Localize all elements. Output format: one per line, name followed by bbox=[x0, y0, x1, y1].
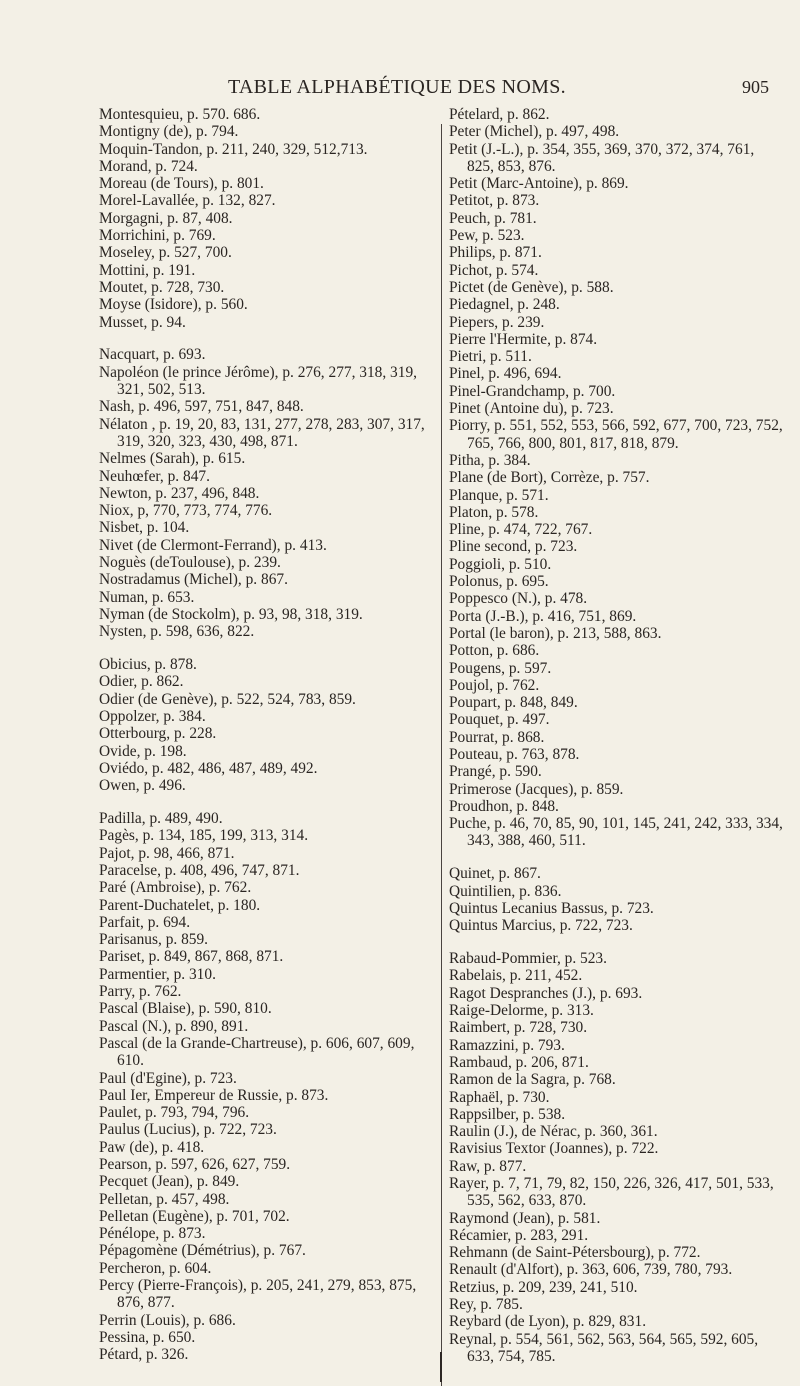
index-entry: Padilla, p. 489, 490. bbox=[99, 810, 223, 828]
index-entry: Ravisius Textor (Joannes), p. 722. bbox=[449, 1140, 659, 1158]
letter-section-gap bbox=[99, 641, 439, 657]
index-entry: Moseley, p. 527, 700. bbox=[99, 244, 232, 262]
index-entry: Raulin (J.), de Nérac, p. 360, 361. bbox=[449, 1123, 658, 1141]
index-entry: Nostradamus (Michel), p. 867. bbox=[99, 571, 288, 589]
index-entry: Perrin (Louis), p. 686. bbox=[99, 1311, 236, 1329]
index-entry: Pénélope, p. 873. bbox=[99, 1225, 206, 1243]
index-entry: Pascal (N.), p. 890, 891. bbox=[99, 1017, 249, 1035]
index-entry: Poppesco (N.), p. 478. bbox=[449, 590, 588, 608]
index-entry: Rabaud-Pommier, p. 523. bbox=[449, 950, 607, 968]
index-entry: Napoléon (le prince Jérôme), p. 276, 277, 318, 319, 321, 502, 513. bbox=[99, 363, 417, 399]
index-entry: Moquin-Tandon, p. 211, 240, 329, 512,713. bbox=[99, 140, 368, 158]
index-entry: Reybard (de Lyon), p. 829, 831. bbox=[449, 1313, 647, 1331]
index-entry: Primerose (Jacques), p. 859. bbox=[449, 780, 624, 798]
index-entry: Pecquet (Jean), p. 849. bbox=[99, 1173, 240, 1191]
index-entry: Raimbert, p. 728, 730. bbox=[449, 1019, 588, 1037]
column-divider bbox=[441, 124, 442, 1386]
index-entry: Paré (Ambroise), p. 762. bbox=[99, 879, 252, 897]
index-entry: Rey, p. 785. bbox=[449, 1296, 523, 1314]
index-entry: Proudhon, p. 848. bbox=[449, 797, 559, 815]
index-entry: Quintilien, p. 836. bbox=[449, 882, 562, 900]
index-entry: Morel-Lavallée, p. 132, 827. bbox=[99, 192, 276, 210]
index-entry: Numan, p. 653. bbox=[99, 588, 195, 606]
index-entry: Raymond (Jean), p. 581. bbox=[449, 1209, 601, 1227]
index-entry: Pariset, p. 849, 867, 868, 871. bbox=[99, 948, 284, 966]
index-entry: Pascal (Blaise), p. 590, 810. bbox=[99, 1000, 272, 1018]
index-entry: Quintus Lecanius Bassus, p. 723. bbox=[449, 899, 654, 917]
index-entry: Nyman (de Stockolm), p. 93, 98, 318, 319. bbox=[99, 605, 363, 623]
index-entry: Percheron, p. 604. bbox=[99, 1259, 212, 1277]
page-title: TABLE ALPHABÉTIQUE DES NOMS. bbox=[228, 76, 566, 98]
index-entry: Pictet (de Genève), p. 588. bbox=[449, 278, 614, 296]
index-entry: Plane (de Bort), Corrèze, p. 757. bbox=[449, 469, 650, 487]
index-entry: Pétard, p. 326. bbox=[99, 1346, 189, 1364]
index-entry: Pessina, p. 650. bbox=[99, 1328, 196, 1346]
index-entry: Paw (de), p. 418. bbox=[99, 1138, 205, 1156]
index-entry: Parmentier, p. 310. bbox=[99, 965, 216, 983]
index-entry: Raige-Delorme, p. 313. bbox=[449, 1002, 594, 1020]
letter-section-gap bbox=[449, 850, 785, 866]
index-entry: Polonus, p. 695. bbox=[449, 573, 549, 591]
index-entry: Paulus (Lucius), p. 722, 723. bbox=[99, 1121, 277, 1139]
index-entry: Pougens, p. 597. bbox=[449, 659, 552, 677]
index-entry: Rappsilber, p. 538. bbox=[449, 1105, 566, 1123]
index-entry: Planque, p. 571. bbox=[449, 486, 549, 504]
index-column-left bbox=[99, 106, 439, 1364]
index-entry: Owen, p. 496. bbox=[99, 777, 186, 795]
index-entry: Pagès, p. 134, 185, 199, 313, 314. bbox=[99, 827, 309, 845]
index-entry: Platon, p. 578. bbox=[449, 503, 539, 521]
index-entry: Poupart, p. 848, 849. bbox=[449, 694, 578, 712]
index-entry: Obicius, p. 878. bbox=[99, 656, 197, 674]
index-entry: Mottini, p. 191. bbox=[99, 261, 196, 279]
index-entry: Paul Ier, Empereur de Russie, p. 873. bbox=[99, 1086, 329, 1104]
index-entry: Pinet (Antoine du), p. 723. bbox=[449, 400, 614, 418]
index-entry: Peter (Michel), p. 497, 498. bbox=[449, 123, 620, 141]
index-entry: Newton, p. 237, 496, 848. bbox=[99, 484, 260, 502]
index-entry: Pascal (de la Grande-Chartreuse), p. 606, 607, 609, 610. bbox=[99, 1034, 415, 1070]
index-entry: Musset, p. 94. bbox=[99, 313, 186, 331]
index-entry: Nash, p. 496, 597, 751, 847, 848. bbox=[99, 398, 304, 416]
index-entry: Petitot, p. 873. bbox=[449, 192, 540, 210]
index-entry: Raw, p. 877. bbox=[449, 1157, 527, 1175]
letter-section-gap bbox=[449, 935, 785, 951]
index-entry: Pline, p. 474, 722, 767. bbox=[449, 521, 593, 539]
index-entry: Ovide, p. 198. bbox=[99, 742, 187, 760]
index-entry: Rabelais, p. 211, 452. bbox=[449, 967, 583, 985]
index-entry: Poggioli, p. 510. bbox=[449, 555, 552, 573]
index-entry: Prangé, p. 590. bbox=[449, 763, 542, 781]
index-entry: Petit (Marc-Antoine), p. 869. bbox=[449, 175, 629, 193]
index-entry: Nisbet, p. 104. bbox=[99, 519, 190, 537]
page-number: 905 bbox=[742, 77, 769, 97]
index-entry: Nélaton , p. 19, 20, 83, 131, 277, 278, 283, 307, 317, 319, 320, 323, 430, 498, 871. bbox=[99, 415, 425, 450]
index-entry: Oppolzer, p. 384. bbox=[99, 707, 206, 725]
index-entry: Poujol, p. 762. bbox=[449, 676, 540, 694]
index-entry: Pichot, p. 574. bbox=[449, 261, 539, 279]
index-entry: Neuhœfer, p. 847. bbox=[99, 467, 210, 485]
index-entry: Piepers, p. 239. bbox=[449, 313, 545, 331]
index-entry: Pourrat, p. 868. bbox=[449, 728, 545, 746]
index-entry: Morand, p. 724. bbox=[99, 157, 198, 175]
index-entry: Montesquieu, p. 570. 686. bbox=[99, 106, 261, 123]
index-entry: Portal (le baron), p. 213, 588, 863. bbox=[449, 624, 662, 642]
index-entry: Pépagomène (Démétrius), p. 767. bbox=[99, 1242, 306, 1260]
index-entry: Odier (de Genève), p. 522, 524, 783, 859. bbox=[99, 690, 356, 708]
index-entry: Pietri, p. 511. bbox=[449, 348, 532, 366]
index-entry: Rehmann (de Saint-Pétersbourg), p. 772. bbox=[449, 1244, 701, 1262]
index-column-right bbox=[449, 106, 785, 1365]
index-entry: Quinet, p. 867. bbox=[449, 865, 541, 883]
letter-section-gap bbox=[99, 794, 439, 810]
index-entry: Pitha, p. 384. bbox=[449, 451, 531, 469]
index-entry: Moreau (de Tours), p. 801. bbox=[99, 175, 264, 193]
index-entry: Nivet (de Clermont-Ferrand), p. 413. bbox=[99, 536, 327, 554]
column-divider-tail bbox=[440, 1352, 442, 1382]
index-entry: Moyse (Isidore), p. 560. bbox=[99, 296, 248, 314]
index-entry: Ramon de la Sagra, p. 768. bbox=[449, 1071, 616, 1089]
index-entry: Pline second, p. 723. bbox=[449, 538, 578, 556]
index-entry: Paracelse, p. 408, 496, 747, 871. bbox=[99, 861, 300, 879]
index-entry: Pearson, p. 597, 626, 627, 759. bbox=[99, 1156, 291, 1173]
index-entry: Morrichini, p. 769. bbox=[99, 227, 216, 245]
index-entry: Nacquart, p. 693. bbox=[99, 346, 206, 364]
index-entry: Peuch, p. 781. bbox=[449, 209, 537, 227]
index-entry: Noguès (deToulouse), p. 239. bbox=[99, 554, 281, 572]
index-entry: Oviédo, p. 482, 486, 487, 489, 492. bbox=[99, 759, 318, 777]
index-entry: Paulet, p. 793, 794, 796. bbox=[99, 1104, 250, 1122]
index-entry: Percy (Pierre-François), p. 205, 241, 279, 853, 875, 876, 877. bbox=[99, 1277, 417, 1312]
index-entry: Rayer, p. 7, 71, 79, 82, 150, 226, 326, 417, 501, 533, 535, 562, 633, 870. bbox=[449, 1175, 774, 1210]
index-entry: Pinel-Grandchamp, p. 700. bbox=[449, 382, 616, 400]
index-entry: Philips, p. 871. bbox=[449, 244, 542, 262]
index-entry: Parfait, p. 694. bbox=[99, 913, 191, 931]
index-entry: Moutet, p. 728, 730. bbox=[99, 278, 225, 296]
index-entry: Raphaël, p. 730. bbox=[449, 1088, 550, 1106]
index-entry: Retzius, p. 209, 239, 241, 510. bbox=[449, 1278, 638, 1296]
index-entry: Pouquet, p. 497. bbox=[449, 711, 550, 729]
index-entry: Récamier, p. 283, 291. bbox=[449, 1226, 589, 1244]
index-entry: Pelletan (Eugène), p. 701, 702. bbox=[99, 1207, 290, 1225]
page-header bbox=[0, 76, 800, 100]
index-entry: Paul (d'Egine), p. 723. bbox=[99, 1069, 237, 1087]
index-entry: Piedagnel, p. 248. bbox=[449, 296, 560, 314]
index-entry: Montigny (de), p. 794. bbox=[99, 123, 239, 141]
index-entry: Piorry, p. 551, 552, 553, 566, 592, 677, 700, 723, 752, 765, 766, 800, 801, 817, 818, 879. bbox=[449, 417, 783, 452]
index-entry: Pouteau, p. 763, 878. bbox=[449, 745, 580, 763]
index-entry: Potton, p. 686. bbox=[449, 642, 540, 660]
index-entry: Odier, p. 862. bbox=[99, 673, 184, 691]
index-entry: Nysten, p. 598, 636, 822. bbox=[99, 623, 255, 641]
index-entry: Quintus Marcius, p. 722, 723. bbox=[449, 917, 633, 935]
index-entry: Pew, p. 523. bbox=[449, 227, 525, 245]
index-entry: Pajot, p. 98, 466, 871. bbox=[99, 844, 235, 862]
index-entry: Porta (J.-B.), p. 416, 751, 869. bbox=[449, 607, 637, 625]
index-entry: Pinel, p. 496, 694. bbox=[449, 365, 562, 383]
index-entry: Parry, p. 762. bbox=[99, 983, 182, 1001]
index-entry: Ramazzini, p. 793. bbox=[449, 1036, 565, 1054]
index-entry: Morgagni, p. 87, 408. bbox=[99, 209, 233, 227]
index-entry: Parisanus, p. 859. bbox=[99, 931, 209, 949]
index-entry: Pierre l'Hermite, p. 874. bbox=[449, 330, 598, 348]
index-entry: Pelletan, p. 457, 498. bbox=[99, 1190, 230, 1208]
index-entry: Puche, p. 46, 70, 85, 90, 101, 145, 241, 242, 333, 334, 343, 388, 460, 511. bbox=[449, 815, 783, 850]
index-entry: Nelmes (Sarah), p. 615. bbox=[99, 450, 246, 468]
letter-section-gap bbox=[99, 331, 439, 347]
index-entry: Reynal, p. 554, 561, 562, 563, 564, 565, 592, 605, 633, 754, 785. bbox=[449, 1330, 759, 1365]
index-entry: Renault (d'Alfort), p. 363, 606, 739, 780, 793. bbox=[449, 1261, 733, 1279]
index-entry: Parent-Duchatelet, p. 180. bbox=[99, 896, 261, 914]
index-entry: Otterbourg, p. 228. bbox=[99, 725, 217, 743]
index-entry: Petit (J.-L.), p. 354, 355, 369, 370, 372, 374, 761, 825, 853, 876. bbox=[449, 140, 755, 175]
index-entry: Ragot Despranches (J.), p. 693. bbox=[449, 984, 643, 1002]
index-entry: Pételard, p. 862. bbox=[449, 106, 550, 123]
index-entry: Rambaud, p. 206, 871. bbox=[449, 1053, 589, 1071]
index-entry: Niox, p, 770, 773, 774, 776. bbox=[99, 502, 273, 520]
